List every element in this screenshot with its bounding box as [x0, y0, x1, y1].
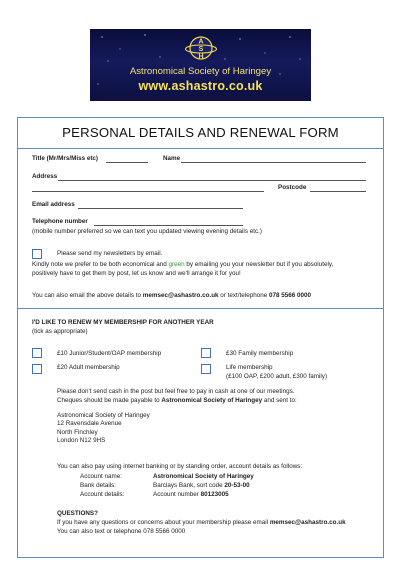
sort-code: 20-53-00 — [224, 482, 250, 489]
title-divider — [18, 148, 383, 149]
newsletter-checkbox[interactable] — [32, 249, 42, 259]
newsletter-checkbox-label: Please send my newsletters by email. — [57, 250, 163, 257]
account-number: 80123005 — [200, 491, 229, 498]
address-line: 12 Ravensdale Avenue — [57, 420, 122, 428]
family-membership-label: £30 Family membership — [226, 350, 294, 357]
contact-details-line: You can also email the above details to memsec@ashastro.co.uk or text/telephone 078 5566 0000 — [32, 292, 311, 299]
name-field-label: Name — [163, 155, 181, 162]
contact-phone: 078 5566 0000 — [268, 292, 311, 299]
name-field-line[interactable] — [181, 162, 366, 163]
section-divider — [18, 308, 383, 309]
banner-society-name: Astronomical Society of Haringey — [129, 66, 272, 77]
account-name-value: Astronomical Society of Haringey — [153, 473, 254, 480]
green-word: green — [168, 261, 185, 268]
svg-text:S: S — [198, 46, 204, 53]
address-line: London N12 9HS — [57, 437, 106, 445]
email-field-line[interactable] — [78, 208, 243, 209]
banking-intro: You can also pay using internet banking or by standing order, account details as follows: — [57, 463, 303, 470]
postcode-field-line[interactable] — [310, 191, 366, 192]
telephone-field-label: Telephone number — [32, 218, 88, 225]
cheque-instructions: Cheques should be made payable to Astronomical Society of Haringey and sent to: — [57, 397, 297, 404]
tick-note: (tick as appropriate) — [32, 328, 88, 335]
telephone-field-line[interactable] — [94, 225, 243, 226]
bank-details-label: Bank details: — [80, 482, 117, 489]
cheque-payee: Astronomical Society of Haringey — [161, 397, 263, 404]
questions-heading: QUESTIONS? — [57, 510, 98, 517]
questions-line-2: You can also text or telephone 078 5566 0000 — [57, 528, 186, 535]
address-field-label: Address — [32, 173, 58, 180]
svg-text:H: H — [198, 53, 204, 61]
account-details-value: Account number 80123005 — [153, 491, 229, 498]
junior-membership-label: £10 Junior/Student/OAP membership — [57, 350, 162, 357]
address-field-line-2[interactable] — [32, 191, 264, 192]
address-line: North Finchley — [57, 428, 98, 436]
title-field-label: Title (Mr/Mrs/Miss etc) — [32, 155, 99, 162]
questions-email: memsec@ashastro.co.uk — [269, 519, 346, 526]
junior-membership-checkbox[interactable] — [32, 348, 42, 358]
title-field-line[interactable] — [106, 162, 148, 163]
svg-text:A: A — [198, 38, 204, 46]
telephone-note: (mobile number preferred so we can text you updated viewing evening details etc.) — [32, 228, 262, 235]
life-membership-checkbox[interactable] — [201, 364, 211, 374]
cash-note: Please don't send cash in the post but feel free to pay in cash at one of our meetings. — [57, 388, 295, 395]
society-banner — [90, 29, 311, 101]
email-field-label: Email address — [32, 201, 75, 208]
family-membership-checkbox[interactable] — [201, 348, 211, 358]
renewal-heading: I'D LIKE TO RENEW MY MEMBERSHIP FOR ANOTHER YEAR — [32, 319, 214, 326]
account-details-label: Account details: — [80, 491, 125, 498]
banner-website-url: www.ashastro.co.uk — [138, 79, 263, 93]
postcode-field-label: Postcode — [278, 184, 307, 191]
life-membership-label: Life membership — [226, 364, 273, 371]
address-line: Astronomical Society of Haringey — [57, 412, 150, 419]
saturn-logo — [185, 32, 217, 64]
memsec-email: memsec@ashastro.co.uk — [142, 292, 219, 299]
adult-membership-label: £20 Adult membership — [57, 364, 120, 371]
account-name-label: Account name: — [80, 473, 123, 480]
life-membership-prices: (£100 OAP, £200 adult, £300 family) — [226, 373, 328, 380]
address-field-line-1[interactable] — [58, 180, 366, 181]
newsletter-note-line-1: Kindly note we prefer to be both economical and green by emailing you your newsletter but if you absolutely, — [32, 261, 334, 268]
bank-details-value: Barclays Bank, sort code 20-53-00 — [153, 482, 250, 489]
adult-membership-checkbox[interactable] — [32, 364, 42, 374]
postal-address — [57, 412, 150, 446]
newsletter-note-line-2: positively have to get them by post, let us know and we'll arrange it for you! — [32, 270, 241, 277]
form-title: PERSONAL DETAILS AND RENEWAL FORM — [62, 125, 339, 140]
questions-line-1: If you have any questions or concerns about your membership please email memsec@ashastro.co.uk — [57, 519, 346, 526]
renewal-form — [17, 117, 384, 558]
